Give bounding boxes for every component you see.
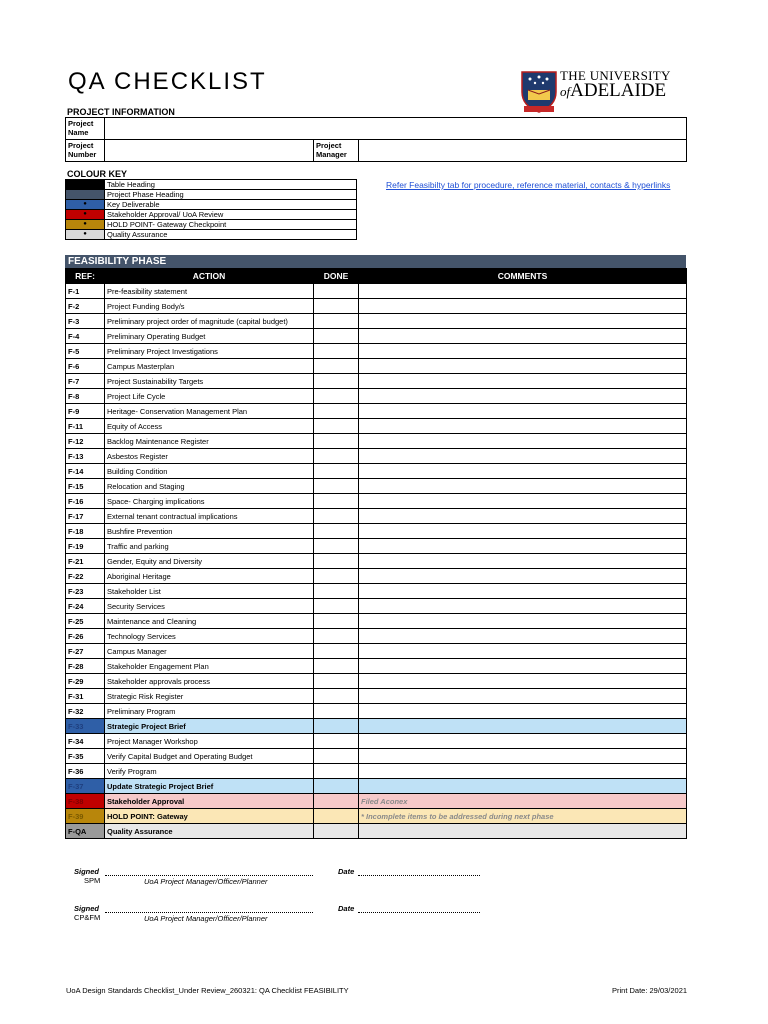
- row-ref: F-16: [66, 494, 105, 509]
- checklist-table: [65, 268, 687, 839]
- row-comment-cell[interactable]: [359, 359, 687, 374]
- row-done-cell[interactable]: [314, 719, 359, 734]
- table-row: [66, 374, 687, 389]
- project-info-table: [65, 117, 687, 162]
- row-comment-cell[interactable]: [359, 494, 687, 509]
- row-ref: F-28: [66, 659, 105, 674]
- row-action: Stakeholder approvals process: [105, 674, 314, 689]
- table-row: [66, 284, 687, 299]
- row-action: Relocation and Staging: [105, 479, 314, 494]
- table-row: [66, 509, 687, 524]
- row-action: Pre-feasibility statement: [105, 284, 314, 299]
- table-row: [66, 539, 687, 554]
- signature-department: CP&FM: [74, 913, 101, 922]
- row-comment-cell[interactable]: [359, 509, 687, 524]
- phase-heading: FEASIBILITY PHASE: [65, 255, 686, 268]
- row-action: Backlog Maintenance Register: [105, 434, 314, 449]
- row-ref: F-26: [66, 629, 105, 644]
- row-done-cell[interactable]: [314, 464, 359, 479]
- row-comment-cell[interactable]: [359, 659, 687, 674]
- date-line[interactable]: [358, 875, 480, 876]
- row-done-cell[interactable]: [314, 779, 359, 794]
- row-done-cell[interactable]: [314, 569, 359, 584]
- column-header-action: ACTION: [105, 269, 314, 284]
- column-header-ref: REF:: [66, 269, 105, 284]
- row-ref: F-34: [66, 734, 105, 749]
- table-row: [66, 599, 687, 614]
- table-row: [66, 344, 687, 359]
- row-done-cell[interactable]: [314, 659, 359, 674]
- row-comment-cell[interactable]: [359, 464, 687, 479]
- colour-swatch: ●: [66, 220, 105, 230]
- row-done-cell[interactable]: [314, 404, 359, 419]
- table-row: [66, 614, 687, 629]
- row-ref: F-11: [66, 419, 105, 434]
- row-done-cell[interactable]: [314, 509, 359, 524]
- colour-swatch: ●: [66, 210, 105, 220]
- row-done-cell[interactable]: [314, 419, 359, 434]
- row-ref: F-9: [66, 404, 105, 419]
- table-row: [66, 764, 687, 779]
- page-title: QA CHECKLIST: [68, 68, 267, 95]
- colour-key-label: Project Phase Heading: [105, 190, 357, 200]
- date-line[interactable]: [358, 912, 480, 913]
- row-comment-cell[interactable]: [359, 419, 687, 434]
- row-action: Preliminary Project Investigations: [105, 344, 314, 359]
- row-done-cell[interactable]: [314, 764, 359, 779]
- row-done-cell[interactable]: [314, 449, 359, 464]
- colour-key-heading: COLOUR KEY: [67, 169, 128, 179]
- table-row: [66, 554, 687, 569]
- row-action: Preliminary Program: [105, 704, 314, 719]
- row-action: Strategic Project Brief: [105, 719, 314, 734]
- row-ref: F-38: [66, 794, 105, 809]
- colour-swatch: ●: [66, 230, 105, 240]
- row-comment-cell[interactable]: [359, 824, 687, 839]
- row-comment-cell[interactable]: [359, 719, 687, 734]
- row-ref: F-39: [66, 809, 105, 824]
- row-action: Traffic and parking: [105, 539, 314, 554]
- row-comment-cell[interactable]: [359, 449, 687, 464]
- colour-key-row: [66, 180, 357, 190]
- row-action: HOLD POINT: Gateway: [105, 809, 314, 824]
- row-ref: F-12: [66, 434, 105, 449]
- table-row: [66, 824, 687, 839]
- row-comment-cell[interactable]: [359, 569, 687, 584]
- project-number-field[interactable]: [105, 140, 314, 162]
- table-row: [66, 629, 687, 644]
- row-comment-cell[interactable]: [359, 749, 687, 764]
- signature-line[interactable]: [105, 912, 313, 913]
- row-done-cell[interactable]: [314, 824, 359, 839]
- row-done-cell[interactable]: [314, 674, 359, 689]
- row-ref: F-36: [66, 764, 105, 779]
- row-comment-cell[interactable]: [359, 764, 687, 779]
- table-row: [66, 404, 687, 419]
- row-action: Preliminary project order of magnitude (capital budget): [105, 314, 314, 329]
- row-action: Project Funding Body/s: [105, 299, 314, 314]
- row-done-cell[interactable]: [314, 539, 359, 554]
- row-action: Bushfire Prevention: [105, 524, 314, 539]
- date-label: Date: [338, 904, 355, 913]
- row-action: Heritage- Conservation Management Plan: [105, 404, 314, 419]
- table-row: [66, 809, 687, 824]
- row-done-cell[interactable]: [314, 359, 359, 374]
- table-row: [66, 704, 687, 719]
- table-row: [66, 569, 687, 584]
- row-action: Aboriginal Heritage: [105, 569, 314, 584]
- signature-role: UoA Project Manager/Officer/Planner: [144, 877, 268, 886]
- colour-key-row: [66, 230, 357, 240]
- colour-key-label: HOLD POINT- Gateway Checkpoint: [105, 220, 357, 230]
- table-row: [66, 689, 687, 704]
- logo-line2: ofADELAIDE: [560, 80, 667, 101]
- row-action: Update Strategic Project Brief: [105, 779, 314, 794]
- colour-key-row: [66, 210, 357, 220]
- row-comment-cell[interactable]: [359, 434, 687, 449]
- row-done-cell[interactable]: [314, 704, 359, 719]
- row-comment-cell[interactable]: [359, 644, 687, 659]
- row-ref: F-27: [66, 644, 105, 659]
- table-row: [66, 419, 687, 434]
- row-ref: F-17: [66, 509, 105, 524]
- row-action: Project Life Cycle: [105, 389, 314, 404]
- row-comment-cell[interactable]: [359, 779, 687, 794]
- row-ref: F-23: [66, 584, 105, 599]
- row-ref: F-13: [66, 449, 105, 464]
- row-ref: F-8: [66, 389, 105, 404]
- table-row: [66, 359, 687, 374]
- row-comment-cell[interactable]: [359, 689, 687, 704]
- row-done-cell[interactable]: [314, 734, 359, 749]
- table-row: [66, 584, 687, 599]
- table-row: [66, 464, 687, 479]
- row-action: Project Sustainability Targets: [105, 374, 314, 389]
- row-ref: F-QA: [66, 824, 105, 839]
- row-action: Campus Manager: [105, 644, 314, 659]
- reference-link[interactable]: Refer Feasibilty tab for procedure, reference material, contacts & hyperlinks: [386, 180, 671, 190]
- row-action: Stakeholder Approval: [105, 794, 314, 809]
- row-action: Security Services: [105, 599, 314, 614]
- row-ref: F-6: [66, 359, 105, 374]
- row-done-cell[interactable]: [314, 299, 359, 314]
- table-row: [66, 434, 687, 449]
- row-comment-cell[interactable]: [359, 479, 687, 494]
- project-number-label: Project Number: [66, 140, 105, 162]
- row-ref: F-31: [66, 689, 105, 704]
- row-action: Quality Assurance: [105, 824, 314, 839]
- row-ref: F-25: [66, 614, 105, 629]
- colour-swatch: ●: [66, 200, 105, 210]
- row-action: Building Condition: [105, 464, 314, 479]
- crest-icon: [520, 70, 558, 114]
- row-ref: F-18: [66, 524, 105, 539]
- table-row: [66, 329, 687, 344]
- table-row: [66, 524, 687, 539]
- table-row: [66, 299, 687, 314]
- row-ref: F-29: [66, 674, 105, 689]
- row-comment-cell[interactable]: [359, 614, 687, 629]
- row-done-cell[interactable]: [314, 524, 359, 539]
- row-action: Technology Services: [105, 629, 314, 644]
- row-action: Verify Program: [105, 764, 314, 779]
- row-comment-cell[interactable]: [359, 674, 687, 689]
- footer-document-name: UoA Design Standards Checklist_Under Review_260321: QA Checklist FEASIBILITY: [66, 986, 349, 995]
- row-done-cell[interactable]: [314, 644, 359, 659]
- row-comment-cell[interactable]: [359, 539, 687, 554]
- project-name-field[interactable]: [105, 118, 687, 140]
- colour-key-table: [65, 179, 357, 240]
- row-comment-cell[interactable]: [359, 284, 687, 299]
- table-row: [66, 389, 687, 404]
- colour-swatch: [66, 180, 105, 190]
- row-comment-cell[interactable]: [359, 734, 687, 749]
- row-action: Verify Capital Budget and Operating Budget: [105, 749, 314, 764]
- row-done-cell[interactable]: [314, 809, 359, 824]
- row-ref: F-37: [66, 779, 105, 794]
- row-action: Space- Charging implications: [105, 494, 314, 509]
- row-ref: F-3: [66, 314, 105, 329]
- table-row: [66, 494, 687, 509]
- row-action: Campus Masterplan: [105, 359, 314, 374]
- row-comment-cell[interactable]: [359, 299, 687, 314]
- row-ref: F-1: [66, 284, 105, 299]
- row-ref: F-2: [66, 299, 105, 314]
- column-header-done: DONE: [314, 269, 359, 284]
- project-info-heading: PROJECT INFORMATION: [67, 107, 175, 117]
- row-ref: F-4: [66, 329, 105, 344]
- signature-role: UoA Project Manager/Officer/Planner: [144, 914, 268, 923]
- signed-label: Signed: [74, 904, 100, 913]
- table-row: [66, 794, 687, 809]
- table-row: [66, 779, 687, 794]
- row-ref: F-35: [66, 749, 105, 764]
- row-done-cell[interactable]: [314, 584, 359, 599]
- footer-print-date: Print Date: 29/03/2021: [612, 986, 688, 995]
- row-comment-cell[interactable]: [359, 344, 687, 359]
- row-action: Strategic Risk Register: [105, 689, 314, 704]
- table-row: [66, 314, 687, 329]
- row-done-cell[interactable]: [314, 329, 359, 344]
- row-action: Maintenance and Cleaning: [105, 614, 314, 629]
- row-ref: F-5: [66, 344, 105, 359]
- project-manager-label: Project Manager: [314, 140, 359, 162]
- table-row: [66, 734, 687, 749]
- row-comment-cell[interactable]: [359, 584, 687, 599]
- table-row: [66, 449, 687, 464]
- colour-key-label: Key Deliverable: [105, 200, 357, 210]
- row-done-cell[interactable]: [314, 599, 359, 614]
- row-action: External tenant contractual implications: [105, 509, 314, 524]
- row-ref: F-19: [66, 539, 105, 554]
- row-comment-cell[interactable]: [359, 374, 687, 389]
- row-comment-cell[interactable]: [359, 314, 687, 329]
- row-done-cell[interactable]: [314, 284, 359, 299]
- row-comment-cell[interactable]: [359, 389, 687, 404]
- project-name-label: Project Name: [66, 118, 105, 140]
- row-done-cell[interactable]: [314, 554, 359, 569]
- row-comment-cell[interactable]: * Incomplete items to be addressed during next phase: [359, 809, 687, 824]
- colour-key-label: Quality Assurance: [105, 230, 357, 240]
- table-row: [66, 749, 687, 764]
- row-done-cell[interactable]: [314, 374, 359, 389]
- row-done-cell[interactable]: [314, 389, 359, 404]
- row-comment-cell[interactable]: Filed Aconex: [359, 794, 687, 809]
- row-comment-cell[interactable]: [359, 704, 687, 719]
- date-label: Date: [338, 867, 355, 876]
- row-done-cell[interactable]: [314, 614, 359, 629]
- row-done-cell[interactable]: [314, 794, 359, 809]
- row-comment-cell[interactable]: [359, 524, 687, 539]
- row-done-cell[interactable]: [314, 434, 359, 449]
- row-ref: F-22: [66, 569, 105, 584]
- colour-key-label: Table Heading: [105, 180, 357, 190]
- row-action: Stakeholder List: [105, 584, 314, 599]
- colour-key-row: [66, 190, 357, 200]
- row-action: Preliminary Operating Budget: [105, 329, 314, 344]
- row-ref: F-33: [66, 719, 105, 734]
- table-row: [66, 719, 687, 734]
- row-done-cell[interactable]: [314, 479, 359, 494]
- row-comment-cell[interactable]: [359, 329, 687, 344]
- row-comment-cell[interactable]: [359, 554, 687, 569]
- signature-line[interactable]: [105, 875, 313, 876]
- row-action: Asbestos Register: [105, 449, 314, 464]
- row-done-cell[interactable]: [314, 344, 359, 359]
- row-done-cell[interactable]: [314, 749, 359, 764]
- row-done-cell[interactable]: [314, 494, 359, 509]
- table-row: [66, 644, 687, 659]
- signature-department: SPM: [84, 876, 101, 885]
- row-ref: F-32: [66, 704, 105, 719]
- row-action: Equity of Access: [105, 419, 314, 434]
- colour-key-label: Stakeholder Approval/ UoA Review: [105, 210, 357, 220]
- colour-key-row: [66, 220, 357, 230]
- table-row: [66, 479, 687, 494]
- column-header-comments: COMMENTS: [359, 269, 687, 284]
- row-action: Stakeholder Engagement Plan: [105, 659, 314, 674]
- row-comment-cell[interactable]: [359, 629, 687, 644]
- row-ref: F-7: [66, 374, 105, 389]
- row-action: Project Manager Workshop: [105, 734, 314, 749]
- logo-line1: THE UNIVERSITY: [560, 68, 671, 83]
- row-comment-cell[interactable]: [359, 404, 687, 419]
- project-manager-field[interactable]: [359, 140, 687, 162]
- table-row: [66, 674, 687, 689]
- row-ref: F-15: [66, 479, 105, 494]
- table-row: [66, 659, 687, 674]
- row-done-cell[interactable]: [314, 314, 359, 329]
- university-logo: [520, 68, 682, 116]
- signed-label: Signed: [74, 867, 100, 876]
- row-comment-cell[interactable]: [359, 599, 687, 614]
- row-done-cell[interactable]: [314, 689, 359, 704]
- row-ref: F-14: [66, 464, 105, 479]
- row-done-cell[interactable]: [314, 629, 359, 644]
- row-ref: F-21: [66, 554, 105, 569]
- row-ref: F-24: [66, 599, 105, 614]
- row-action: Gender, Equity and Diversity: [105, 554, 314, 569]
- colour-swatch: [66, 190, 105, 200]
- colour-key-row: [66, 200, 357, 210]
